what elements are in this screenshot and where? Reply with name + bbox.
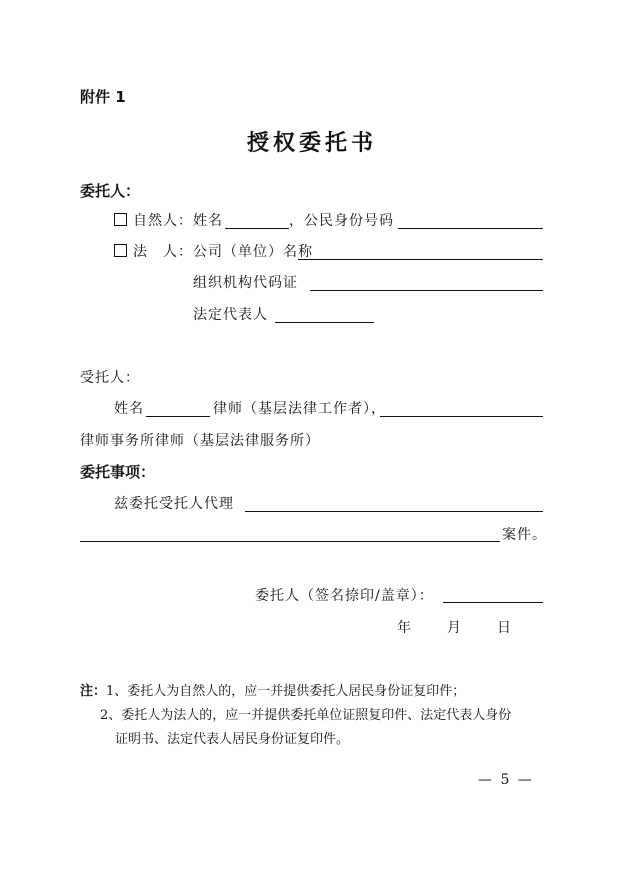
note-prefix: 注： — [80, 684, 107, 699]
page-number: — 5 — — [478, 772, 534, 788]
matters-heading: 委托事项： — [80, 463, 156, 481]
note-2-line-2: 证明书、法定代表人居民身份证复印件。 — [115, 732, 350, 747]
signature-label: 委托人（签名捺印/盖章）： — [255, 588, 434, 604]
natural-person-checkbox[interactable] — [114, 213, 127, 226]
date-month: 月 — [447, 620, 462, 636]
matters-blank-1[interactable] — [245, 511, 543, 512]
org-code-blank[interactable] — [310, 290, 543, 291]
id-number-blank[interactable] — [398, 228, 543, 229]
firm-name-blank[interactable] — [380, 416, 543, 417]
agent-heading: 受托人： — [80, 370, 140, 386]
date-year: 年 — [397, 620, 412, 636]
matters-text-after: 案件。 — [502, 527, 547, 543]
principal-heading: 委托人： — [80, 182, 141, 200]
legal-rep-label: 法定代表人 — [193, 307, 268, 323]
agent-firm-label: 律师事务所律师（基层法律服务所） — [80, 433, 320, 449]
org-code-label: 组织机构代码证 — [193, 275, 298, 291]
natural-person-row — [114, 210, 223, 230]
signature-blank[interactable] — [443, 602, 543, 603]
date-day: 日 — [497, 620, 512, 636]
legal-rep-blank[interactable] — [275, 322, 374, 323]
note-2-line-1: 2、委托人为法人的，应一并提供委托单位证照复印件、法定代表人身份 — [100, 708, 512, 723]
natural-person-label: 自然人：姓名 — [133, 213, 223, 229]
note-1 — [80, 680, 465, 699]
legal-person-checkbox[interactable] — [114, 244, 127, 257]
legal-person-label: 法 人：公司（单位）名称 — [133, 244, 313, 260]
legal-person-row — [114, 241, 313, 261]
agent-lawyer-label: 律师（基层法律工作者）， — [213, 401, 386, 417]
matters-text-before: 兹委托受托人代理 — [114, 496, 234, 512]
name-blank[interactable] — [225, 228, 289, 229]
matters-blank-2[interactable] — [80, 541, 500, 542]
id-number-label: ，公民身份号码 — [289, 213, 394, 229]
document-title: 授权委托书 — [246, 131, 377, 156]
attachment-label: 附件 1 — [80, 88, 126, 106]
agent-name-label: 姓名 — [114, 401, 144, 417]
company-name-blank[interactable] — [298, 259, 543, 260]
note-1-text: 1、委托人为自然人的，应一并提供委托人居民身份证复印件； — [106, 684, 466, 699]
agent-name-blank[interactable] — [146, 416, 210, 417]
